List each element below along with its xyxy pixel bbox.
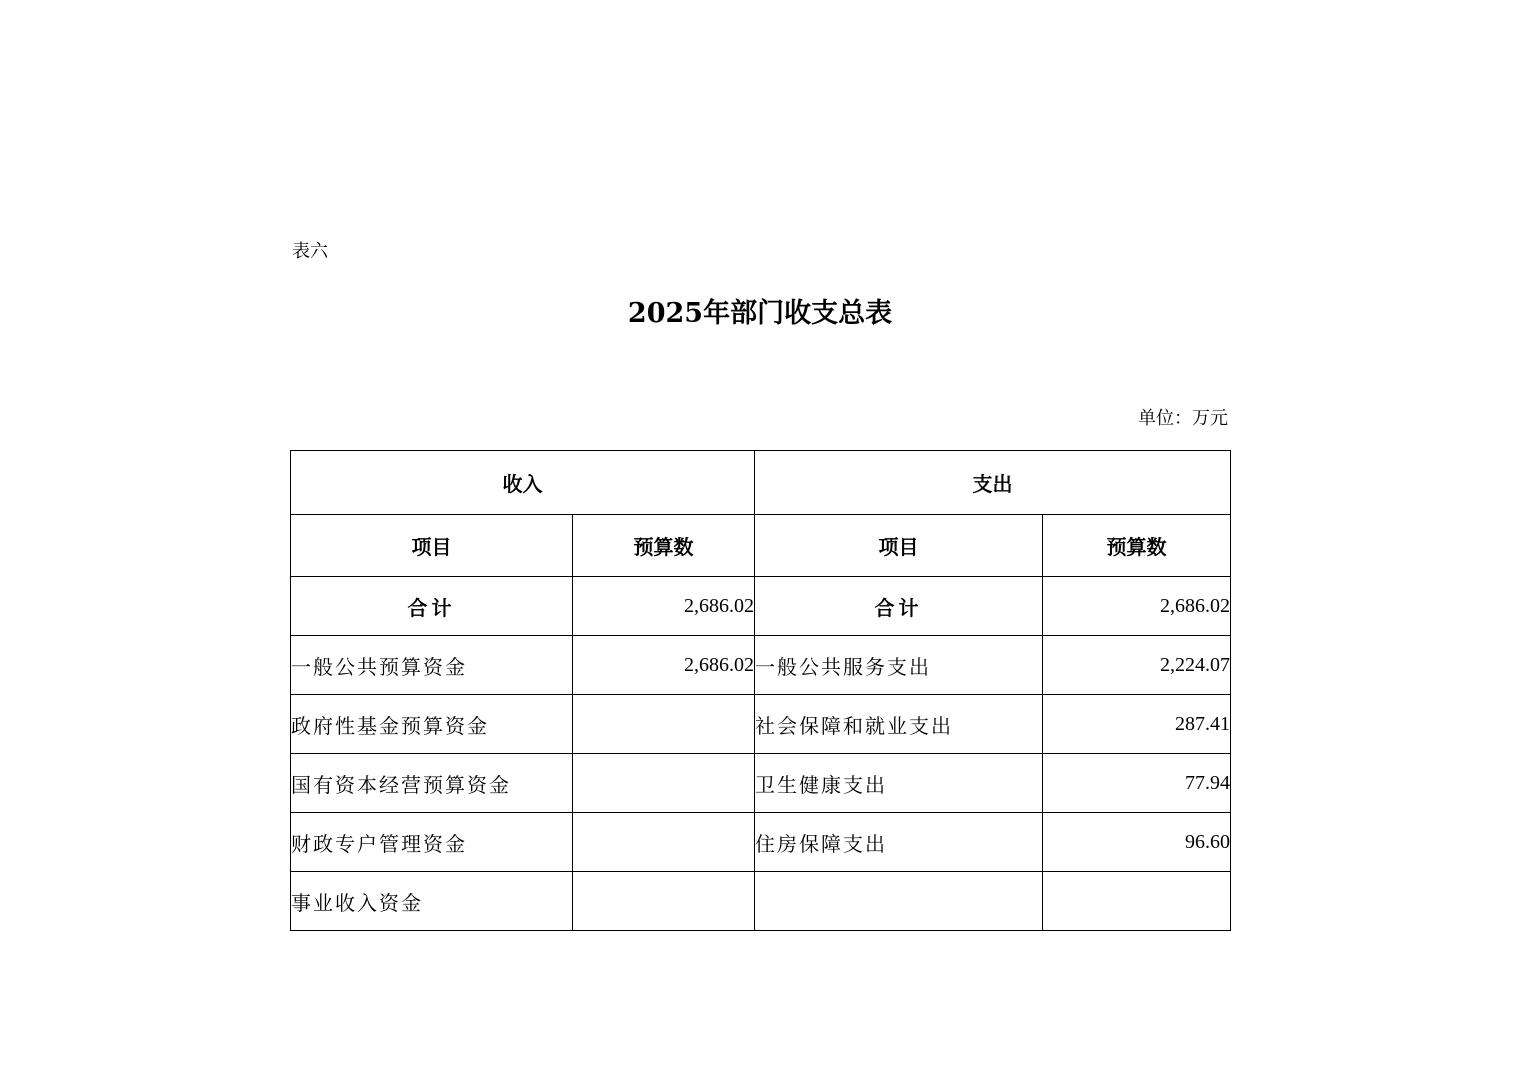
expense-item: 住房保障支出 (755, 813, 1043, 872)
income-item-column-header: 项目 (291, 515, 573, 577)
income-item: 一般公共预算资金 (291, 636, 573, 695)
unit-note: 单位：万元 (1138, 408, 1228, 429)
table-row (291, 872, 1231, 931)
income-total-value: 2,686.02 (573, 577, 755, 636)
income-value (573, 754, 755, 813)
total-row (291, 577, 1231, 636)
expense-item: 社会保障和就业支出 (755, 695, 1043, 754)
expense-value: 96.60 (1043, 813, 1231, 872)
income-item: 政府性基金预算资金 (291, 695, 573, 754)
income-total-label: 合计 (291, 577, 573, 636)
table-row (291, 754, 1231, 813)
income-item: 财政专户管理资金 (291, 813, 573, 872)
income-header: 收入 (291, 451, 755, 515)
income-value (573, 813, 755, 872)
expense-value: 287.41 (1043, 695, 1231, 754)
expense-value: 2,224.07 (1043, 636, 1231, 695)
expense-item (755, 872, 1043, 931)
expense-item: 一般公共服务支出 (755, 636, 1043, 695)
expense-value: 77.94 (1043, 754, 1231, 813)
page-title: 2025年部门收支总表 (627, 298, 893, 329)
table-row (291, 695, 1231, 754)
expense-total-label: 合计 (755, 577, 1043, 636)
income-budget-column-header: 预算数 (573, 515, 755, 577)
expense-budget-column-header: 预算数 (1043, 515, 1231, 577)
table-number-label: 表六 (292, 241, 328, 262)
expense-item-column-header: 项目 (755, 515, 1043, 577)
expense-value (1043, 872, 1231, 931)
income-item: 国有资本经营预算资金 (291, 754, 573, 813)
expense-total-value: 2,686.02 (1043, 577, 1231, 636)
income-item: 事业收入资金 (291, 872, 573, 931)
table-header-row (291, 451, 1231, 515)
table-row (291, 636, 1231, 695)
income-value (573, 695, 755, 754)
column-header-row (291, 515, 1231, 577)
expense-header: 支出 (755, 451, 1231, 515)
expense-item: 卫生健康支出 (755, 754, 1043, 813)
income-value (573, 872, 755, 931)
income-value: 2,686.02 (573, 636, 755, 695)
table-row (291, 813, 1231, 872)
budget-summary-table (290, 450, 1231, 931)
